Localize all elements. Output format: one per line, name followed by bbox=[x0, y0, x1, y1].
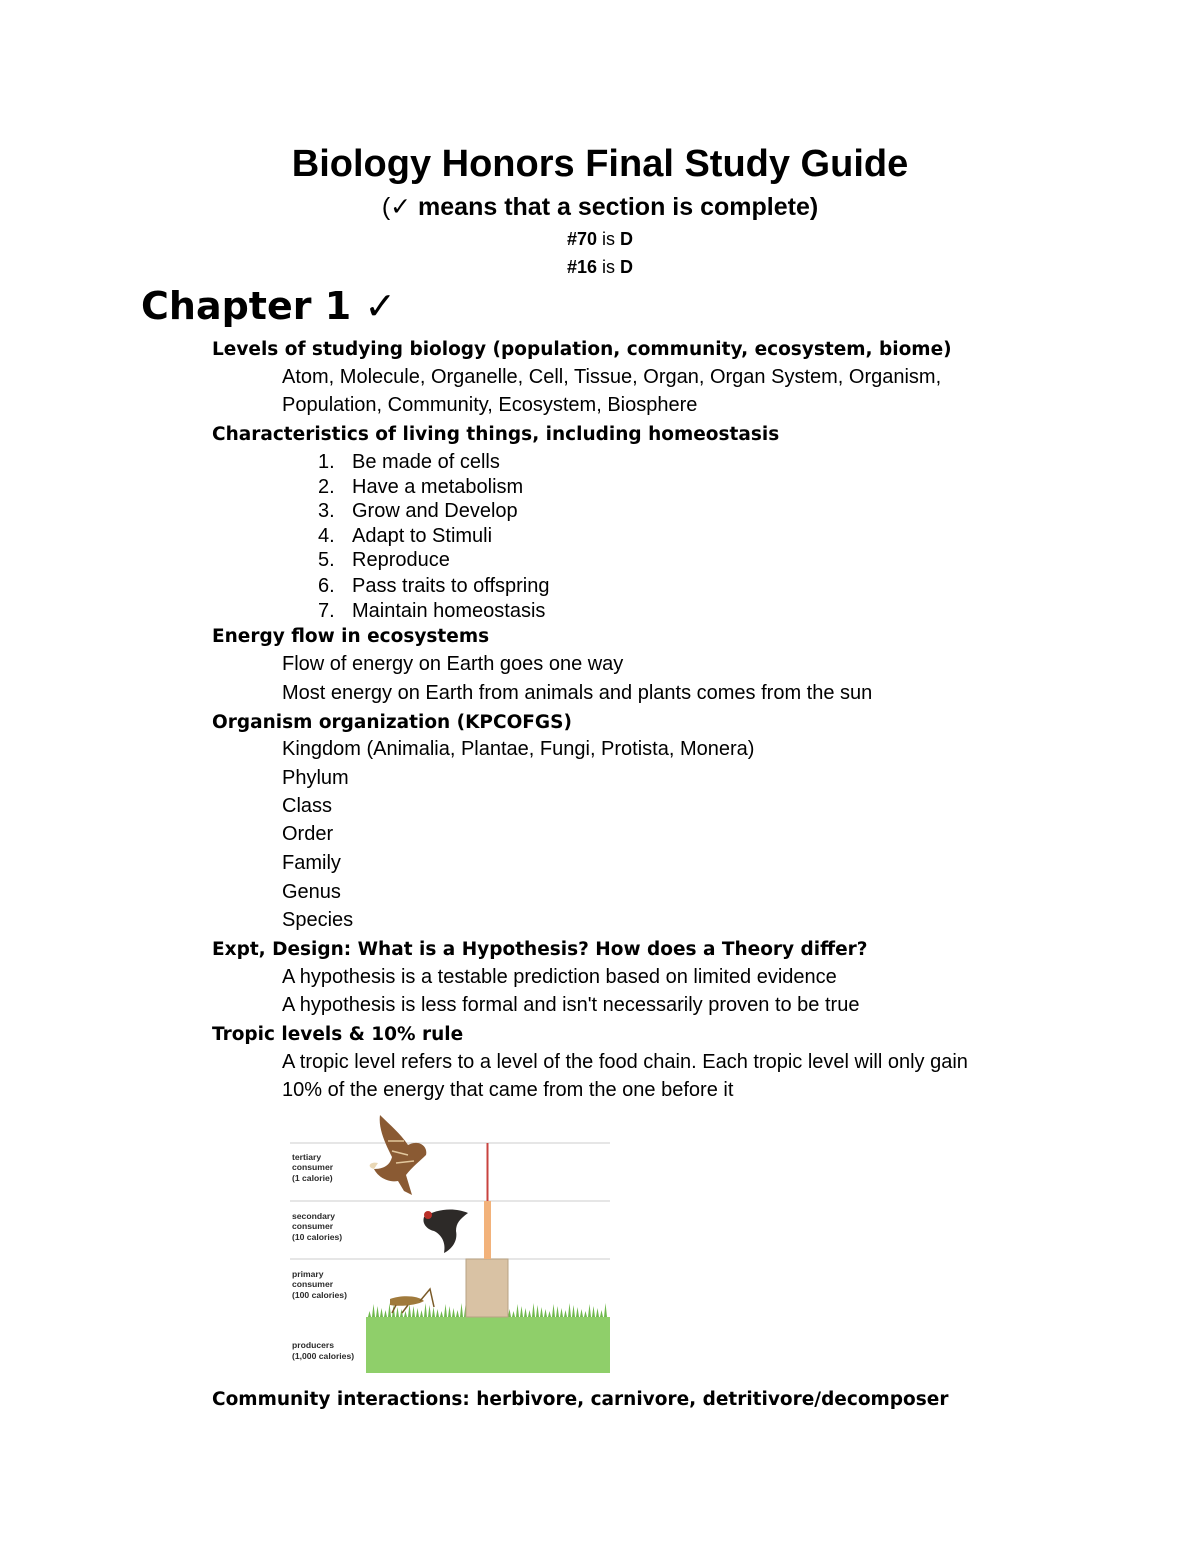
body-line: A tropic level refers to a level of the food chain. Each tropic level will only gain bbox=[282, 1051, 968, 1073]
grass-blade bbox=[512, 1311, 515, 1317]
grass-blade bbox=[372, 1304, 375, 1317]
list-item-number: 2. bbox=[318, 476, 335, 498]
grass-blade bbox=[436, 1309, 439, 1317]
grass-blade bbox=[432, 1307, 435, 1317]
hawk-head bbox=[370, 1163, 378, 1169]
section-heading-organization: Organism organization (KPCOFGS) bbox=[212, 712, 572, 733]
page-subtitle bbox=[0, 192, 1200, 222]
grass-blade bbox=[568, 1303, 571, 1317]
list-item-number: 5. bbox=[318, 549, 335, 571]
list-item-number: 6. bbox=[318, 575, 335, 597]
secondary-energy-bar bbox=[484, 1201, 491, 1259]
grass-blade bbox=[540, 1307, 543, 1317]
list-item-number: 3. bbox=[318, 500, 335, 522]
note-number: #16 bbox=[566, 257, 598, 277]
subtitle-paren: ( bbox=[381, 193, 391, 221]
section-heading-hypothesis: Expt, Design: What is a Hypothesis? How does a Theory differ? bbox=[212, 939, 868, 960]
section-heading-levels: Levels of studying biology (population, community, ecosystem, biome) bbox=[212, 339, 952, 360]
grass-blade bbox=[552, 1304, 555, 1317]
producers-grass bbox=[366, 1317, 610, 1373]
list-item-number: 7. bbox=[318, 600, 335, 622]
grass-blade bbox=[576, 1307, 579, 1317]
energy-pyramid-figure bbox=[288, 1111, 612, 1379]
body-line: A hypothesis is a testable prediction based on limited evidence bbox=[282, 966, 837, 988]
list-item: Have a metabolism bbox=[352, 476, 524, 498]
grass-blade bbox=[452, 1308, 455, 1317]
section-heading-tropic: Tropic levels & 10% rule bbox=[212, 1024, 464, 1045]
level-kind: consumer bbox=[292, 1162, 334, 1172]
grass-blade bbox=[456, 1310, 459, 1317]
grass-blade bbox=[516, 1304, 519, 1317]
list-item: Maintain homeostasis bbox=[352, 600, 546, 622]
grass-blade bbox=[424, 1303, 427, 1317]
list-item: Grow and Develop bbox=[352, 500, 518, 522]
list-item-number: 1. bbox=[318, 451, 335, 473]
grass-blade bbox=[420, 1310, 423, 1317]
body-line: Phylum bbox=[282, 767, 349, 789]
level-calories: (10 calories) bbox=[292, 1232, 343, 1242]
grasshopper-icon bbox=[390, 1289, 434, 1313]
grass-blade bbox=[520, 1306, 523, 1317]
hawk-body bbox=[374, 1115, 426, 1195]
level-calories: (100 calories) bbox=[292, 1290, 347, 1300]
level-calories: (1,000 calories) bbox=[292, 1351, 355, 1361]
grass-blade bbox=[444, 1304, 447, 1317]
page-title: Biology Honors Final Study Guide bbox=[291, 143, 909, 185]
body-line: Population, Community, Ecosystem, Biosphere bbox=[282, 394, 698, 416]
grass-blade bbox=[600, 1310, 603, 1317]
body-line: A hypothesis is less formal and isn't necessarily proven to be true bbox=[282, 994, 860, 1016]
grass-blade bbox=[396, 1307, 399, 1317]
grass-blade bbox=[384, 1310, 387, 1317]
hawk-icon bbox=[370, 1115, 427, 1195]
grass-blade bbox=[440, 1311, 443, 1317]
grass-blade bbox=[584, 1311, 587, 1317]
body-line: Kingdom (Animalia, Plantae, Fungi, Protista, Monera) bbox=[282, 738, 755, 760]
note-answer: D bbox=[620, 257, 634, 277]
grass-blade bbox=[580, 1309, 583, 1317]
bird-head bbox=[424, 1211, 432, 1219]
grass-blade bbox=[604, 1303, 607, 1317]
grass-blade bbox=[416, 1308, 419, 1317]
grass-blade bbox=[572, 1305, 575, 1317]
grass-blade bbox=[588, 1304, 591, 1317]
level-name: secondary bbox=[292, 1211, 335, 1221]
section-heading-characteristics: Characteristics of living things, including homeostasis bbox=[212, 424, 780, 445]
body-line: Most energy on Earth from animals and plants comes from the sun bbox=[282, 682, 873, 704]
body-line: Flow of energy on Earth goes one way bbox=[282, 653, 624, 675]
note-number: #70 bbox=[566, 229, 598, 249]
section-heading-community: Community interactions: herbivore, carnivore, detritivore/decomposer bbox=[212, 1389, 949, 1410]
body-line: Species bbox=[282, 909, 354, 931]
body-line: Order bbox=[282, 823, 334, 845]
grass-blade bbox=[448, 1306, 451, 1317]
grass-blade bbox=[548, 1311, 551, 1317]
grass-blade bbox=[368, 1311, 371, 1317]
body-line: Family bbox=[282, 852, 341, 874]
bird-icon bbox=[423, 1210, 468, 1253]
grass-blade bbox=[376, 1306, 379, 1317]
grass-blade bbox=[460, 1303, 463, 1317]
list-item: Be made of cells bbox=[352, 451, 500, 473]
grass-blade bbox=[428, 1305, 431, 1317]
level-calories: (1 calorie) bbox=[292, 1173, 333, 1183]
section-heading-energy: Energy flow in ecosystems bbox=[212, 626, 490, 647]
grass-blade bbox=[528, 1310, 531, 1317]
list-item: Adapt to Stimuli bbox=[352, 525, 493, 547]
level-name: tertiary bbox=[292, 1152, 322, 1162]
body-line: 10% of the energy that came from the one before it bbox=[282, 1079, 734, 1101]
list-item-number: 4. bbox=[318, 525, 335, 547]
body-line: Class bbox=[282, 795, 333, 817]
grass-blade bbox=[556, 1306, 559, 1317]
note-answer: D bbox=[620, 229, 634, 249]
grass-blade bbox=[524, 1308, 527, 1317]
note-connector: is bbox=[597, 257, 621, 277]
level-name: producers bbox=[292, 1340, 335, 1350]
level-kind: consumer bbox=[292, 1221, 334, 1231]
grass-blade bbox=[544, 1309, 547, 1317]
chapter-heading: Chapter 1 ✓ bbox=[141, 284, 397, 328]
grass-blade bbox=[380, 1308, 383, 1317]
answer-note bbox=[0, 257, 1200, 278]
body-line: Genus bbox=[282, 881, 341, 903]
grasshopper-body bbox=[390, 1296, 424, 1306]
tertiary-energy-bar bbox=[487, 1143, 489, 1201]
note-connector: is bbox=[597, 229, 621, 249]
grass-blade bbox=[408, 1304, 411, 1317]
grass-blade bbox=[412, 1306, 415, 1317]
primary-energy-box bbox=[466, 1259, 508, 1317]
level-kind: consumer bbox=[292, 1279, 334, 1289]
body-line: Atom, Molecule, Organelle, Cell, Tissue, Organ, Organ System, Organism, bbox=[282, 366, 942, 388]
subtitle-text: ✓ means that a section is complete) bbox=[390, 193, 819, 221]
grass-blade bbox=[536, 1305, 539, 1317]
answer-note bbox=[0, 229, 1200, 250]
grass-blade bbox=[592, 1306, 595, 1317]
grass-blade bbox=[596, 1308, 599, 1317]
level-name: primary bbox=[292, 1269, 324, 1279]
list-item: Reproduce bbox=[352, 549, 450, 571]
list-item: Pass traits to offspring bbox=[352, 575, 550, 597]
grass-blade bbox=[560, 1308, 563, 1317]
grass-blade bbox=[404, 1311, 407, 1317]
grass-blade bbox=[564, 1310, 567, 1317]
grass-blade bbox=[532, 1303, 535, 1317]
